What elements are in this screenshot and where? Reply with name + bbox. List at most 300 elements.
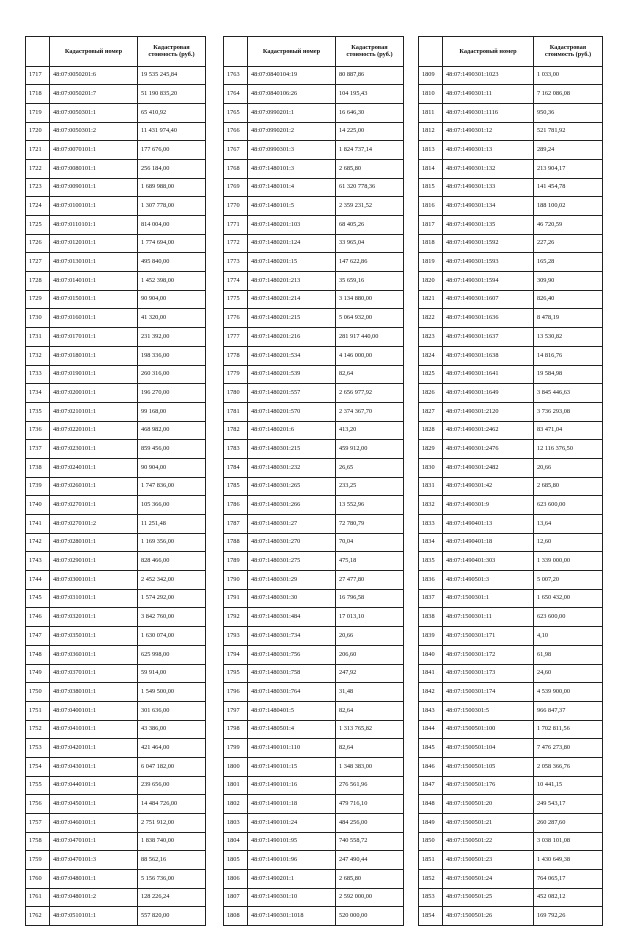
row-number: 1727 xyxy=(26,253,50,272)
table-row xyxy=(224,515,404,534)
table-row xyxy=(26,365,206,384)
row-number: 1754 xyxy=(26,757,50,776)
table-row xyxy=(26,477,206,496)
table-row xyxy=(419,851,603,870)
cadastral-value: 2 359 231,52 xyxy=(336,197,404,216)
table-row xyxy=(224,739,404,758)
table-row xyxy=(419,216,603,235)
table-row xyxy=(419,85,603,104)
cadastral-value: 5 007,20 xyxy=(534,571,603,590)
header-cadastral-number: Кадастровый номер xyxy=(443,37,534,67)
table-row xyxy=(26,589,206,608)
table-row xyxy=(26,159,206,178)
cadastral-value: 950,36 xyxy=(534,103,603,122)
row-number: 1748 xyxy=(26,645,50,664)
cadastral-number: 48:07:1490301:1649 xyxy=(443,384,534,403)
cadastral-number: 48:07:1480201:539 xyxy=(248,365,336,384)
cadastral-value: 1 033,00 xyxy=(534,66,603,85)
cadastral-value: 6 047 182,00 xyxy=(138,757,206,776)
cadastral-number: 48:07:1490101:110 xyxy=(248,739,336,758)
cadastral-number: 48:07:1490301:1636 xyxy=(443,309,534,328)
cadastral-number: 48:07:1500501:23 xyxy=(443,851,534,870)
table-row xyxy=(419,496,603,515)
cadastral-number: 48:07:1490301:13 xyxy=(443,141,534,160)
table-row xyxy=(419,701,603,720)
cadastral-value: 1 774 694,00 xyxy=(138,234,206,253)
cadastral-value: 281 917 440,00 xyxy=(336,328,404,347)
row-number: 1793 xyxy=(224,627,248,646)
table-row xyxy=(26,253,206,272)
cadastral-value: 2 452 342,00 xyxy=(138,571,206,590)
cadastral-value: 20,66 xyxy=(534,458,603,477)
cadastral-number: 48:07:0220101:1 xyxy=(50,421,138,440)
cadastral-number: 48:07:1490301:1594 xyxy=(443,272,534,291)
cadastral-value: 1 313 765,82 xyxy=(336,720,404,739)
cadastral-value: 459 912,00 xyxy=(336,440,404,459)
row-number: 1744 xyxy=(26,571,50,590)
table-row xyxy=(26,851,206,870)
cadastral-number: 48:07:1480301:27 xyxy=(248,515,336,534)
cadastral-number: 48:07:0360101:1 xyxy=(50,645,138,664)
row-number: 1777 xyxy=(224,328,248,347)
cadastral-value: 61,98 xyxy=(534,645,603,664)
cadastral-value: 239 656,00 xyxy=(138,776,206,795)
row-number: 1843 xyxy=(419,701,443,720)
table-row xyxy=(419,664,603,683)
cadastral-value: 233,25 xyxy=(336,477,404,496)
cadastral-number: 48:07:1500501:25 xyxy=(443,888,534,907)
row-number: 1834 xyxy=(419,533,443,552)
row-number: 1854 xyxy=(419,907,443,926)
table-row xyxy=(224,365,404,384)
cadastral-value: 814 004,00 xyxy=(138,216,206,235)
cadastral-value: 104 195,43 xyxy=(336,85,404,104)
cadastral-value: 82,64 xyxy=(336,701,404,720)
table-row xyxy=(419,346,603,365)
cadastral-number: 48:07:0300101:1 xyxy=(50,571,138,590)
cadastral-number: 48:07:0230101:1 xyxy=(50,440,138,459)
register-table-2 xyxy=(223,36,404,926)
cadastral-number: 48:07:0160101:1 xyxy=(50,309,138,328)
cadastral-number: 48:07:0440101:1 xyxy=(50,776,138,795)
cadastral-value: 51 190 835,20 xyxy=(138,85,206,104)
cadastral-number: 48:07:1500501:104 xyxy=(443,739,534,758)
table-row xyxy=(419,888,603,907)
row-number: 1811 xyxy=(419,103,443,122)
table-row xyxy=(224,533,404,552)
table-row xyxy=(419,421,603,440)
cadastral-value: 41 320,00 xyxy=(138,309,206,328)
table-row xyxy=(26,870,206,889)
table-row xyxy=(224,328,404,347)
table-header-row xyxy=(26,37,206,67)
row-number: 1742 xyxy=(26,533,50,552)
row-number: 1795 xyxy=(224,664,248,683)
cadastral-number: 48:07:1500301:174 xyxy=(443,683,534,702)
cadastral-value: 1 549 500,00 xyxy=(138,683,206,702)
cadastral-number: 48:07:0480101:2 xyxy=(50,888,138,907)
table-row xyxy=(26,795,206,814)
cadastral-number: 48:07:1500301:11 xyxy=(443,608,534,627)
cadastral-value: 1 430 649,38 xyxy=(534,851,603,870)
cadastral-number: 48:07:0170101:1 xyxy=(50,328,138,347)
table-row xyxy=(419,814,603,833)
cadastral-value: 59 914,00 xyxy=(138,664,206,683)
table-row xyxy=(224,832,404,851)
row-number: 1808 xyxy=(224,907,248,926)
cadastral-number: 48:07:1480301:232 xyxy=(248,458,336,477)
table-row xyxy=(26,141,206,160)
table-row xyxy=(224,85,404,104)
cadastral-value: 2 685,80 xyxy=(336,870,404,889)
table-row xyxy=(224,458,404,477)
table-row xyxy=(26,533,206,552)
row-number: 1752 xyxy=(26,720,50,739)
cadastral-number: 48:07:1490301:1638 xyxy=(443,346,534,365)
row-number: 1807 xyxy=(224,888,248,907)
cadastral-number: 48:07:0260101:1 xyxy=(50,477,138,496)
cadastral-number: 48:07:0050301:2 xyxy=(50,122,138,141)
table-row xyxy=(419,365,603,384)
row-number: 1847 xyxy=(419,776,443,795)
row-number: 1816 xyxy=(419,197,443,216)
row-number: 1785 xyxy=(224,477,248,496)
table-row xyxy=(26,440,206,459)
cadastral-value: 10 441,15 xyxy=(534,776,603,795)
table-row xyxy=(419,402,603,421)
cadastral-number: 48:07:1490301:132 xyxy=(443,159,534,178)
cadastral-value: 484 256,00 xyxy=(336,814,404,833)
cadastral-number: 48:07:1480201:124 xyxy=(248,234,336,253)
cadastral-value: 5 156 736,00 xyxy=(138,870,206,889)
cadastral-number: 48:07:0070101:1 xyxy=(50,141,138,160)
cadastral-value: 2 656 977,92 xyxy=(336,384,404,403)
cadastral-value: 2 592 000,00 xyxy=(336,888,404,907)
table-row xyxy=(224,66,404,85)
row-number: 1769 xyxy=(224,178,248,197)
table-row xyxy=(224,776,404,795)
cadastral-value: 859 456,00 xyxy=(138,440,206,459)
cadastral-number: 48:07:0380101:1 xyxy=(50,683,138,702)
cadastral-number: 48:07:1480301:266 xyxy=(248,496,336,515)
row-number: 1787 xyxy=(224,515,248,534)
cadastral-number: 48:07:1480201:214 xyxy=(248,290,336,309)
table-row xyxy=(26,384,206,403)
cadastral-value: 20,66 xyxy=(336,627,404,646)
cadastral-value: 623 600,00 xyxy=(534,608,603,627)
row-number: 1718 xyxy=(26,85,50,104)
cadastral-value: 1 169 356,00 xyxy=(138,533,206,552)
table-row xyxy=(419,328,603,347)
table-row xyxy=(224,440,404,459)
row-number: 1815 xyxy=(419,178,443,197)
cadastral-number: 48:07:1490301:1116 xyxy=(443,103,534,122)
cadastral-number: 48:07:1500501:22 xyxy=(443,832,534,851)
cadastral-value: 206,60 xyxy=(336,645,404,664)
row-number: 1728 xyxy=(26,272,50,291)
cadastral-value: 276 561,96 xyxy=(336,776,404,795)
table-row xyxy=(419,870,603,889)
cadastral-number: 48:07:1480101:3 xyxy=(248,159,336,178)
cadastral-number: 48:07:0180101:1 xyxy=(50,346,138,365)
row-number: 1796 xyxy=(224,683,248,702)
cadastral-value: 188 100,02 xyxy=(534,197,603,216)
cadastral-number: 48:07:1480301:30 xyxy=(248,589,336,608)
table-row xyxy=(26,608,206,627)
cadastral-value: 4,10 xyxy=(534,627,603,646)
cadastral-number: 48:07:0270101:1 xyxy=(50,496,138,515)
cadastral-value: 43 386,00 xyxy=(138,720,206,739)
table-row xyxy=(224,122,404,141)
table-row xyxy=(224,421,404,440)
table-row xyxy=(26,290,206,309)
table-row xyxy=(419,122,603,141)
cadastral-value: 1 348 383,00 xyxy=(336,757,404,776)
row-number: 1826 xyxy=(419,384,443,403)
row-number: 1719 xyxy=(26,103,50,122)
cadastral-number: 48:07:0120101:1 xyxy=(50,234,138,253)
cadastral-value: 196 270,00 xyxy=(138,384,206,403)
cadastral-value: 3 736 293,08 xyxy=(534,402,603,421)
row-number: 1736 xyxy=(26,421,50,440)
cadastral-number: 48:07:0210101:1 xyxy=(50,402,138,421)
row-number: 1771 xyxy=(224,216,248,235)
row-number: 1842 xyxy=(419,683,443,702)
table-row xyxy=(26,888,206,907)
cadastral-value: 19 535 245,84 xyxy=(138,66,206,85)
cadastral-number: 48:07:1480301:275 xyxy=(248,552,336,571)
row-number: 1739 xyxy=(26,477,50,496)
table-row xyxy=(26,309,206,328)
cadastral-number: 48:07:0430101:1 xyxy=(50,757,138,776)
cadastral-value: 82,64 xyxy=(336,365,404,384)
cadastral-number: 48:07:1480401:5 xyxy=(248,701,336,720)
header-num xyxy=(419,37,443,67)
table-row xyxy=(224,496,404,515)
cadastral-number: 48:07:1490301:11 xyxy=(443,85,534,104)
table-row xyxy=(419,757,603,776)
cadastral-value: 147 622,86 xyxy=(336,253,404,272)
cadastral-number: 48:07:0290101:1 xyxy=(50,552,138,571)
table-row xyxy=(419,776,603,795)
row-number: 1749 xyxy=(26,664,50,683)
table-row xyxy=(26,122,206,141)
table-row xyxy=(419,795,603,814)
cadastral-number: 48:07:1490301:1641 xyxy=(443,365,534,384)
cadastral-value: 88 562,16 xyxy=(138,851,206,870)
cadastral-value: 966 847,37 xyxy=(534,701,603,720)
cadastral-value: 4 539 900,00 xyxy=(534,683,603,702)
cadastral-value: 495 840,00 xyxy=(138,253,206,272)
cadastral-value: 2 751 912,00 xyxy=(138,814,206,833)
table-row xyxy=(224,290,404,309)
row-number: 1717 xyxy=(26,66,50,85)
row-number: 1792 xyxy=(224,608,248,627)
register-table-3 xyxy=(418,36,603,926)
cadastral-number: 48:07:1490301:133 xyxy=(443,178,534,197)
cadastral-number: 48:07:1490301:1023 xyxy=(443,66,534,85)
row-number: 1832 xyxy=(419,496,443,515)
table-row xyxy=(419,103,603,122)
table-header-row xyxy=(419,37,603,67)
cadastral-number: 48:07:1480101:5 xyxy=(248,197,336,216)
row-number: 1786 xyxy=(224,496,248,515)
table-row xyxy=(224,346,404,365)
table-row xyxy=(419,159,603,178)
cadastral-number: 48:07:1490301:1607 xyxy=(443,290,534,309)
table-row xyxy=(419,197,603,216)
cadastral-number: 48:07:1480201:15 xyxy=(248,253,336,272)
table-row xyxy=(419,309,603,328)
table-row xyxy=(26,571,206,590)
cadastral-number: 48:07:1500501:21 xyxy=(443,814,534,833)
table-row xyxy=(26,85,206,104)
row-number: 1751 xyxy=(26,701,50,720)
cadastral-number: 48:07:0840106:26 xyxy=(248,85,336,104)
table-row xyxy=(419,645,603,664)
row-number: 1850 xyxy=(419,832,443,851)
cadastral-value: 413,20 xyxy=(336,421,404,440)
row-number: 1852 xyxy=(419,870,443,889)
cadastral-number: 48:07:0050201:7 xyxy=(50,85,138,104)
table-row xyxy=(224,402,404,421)
table-row xyxy=(26,421,206,440)
cadastral-number: 48:07:0420101:1 xyxy=(50,739,138,758)
cadastral-value: 231 392,00 xyxy=(138,328,206,347)
row-number: 1820 xyxy=(419,272,443,291)
table-row xyxy=(224,664,404,683)
row-number: 1755 xyxy=(26,776,50,795)
cadastral-number: 48:07:0200101:1 xyxy=(50,384,138,403)
cadastral-value: 128 226,24 xyxy=(138,888,206,907)
row-number: 1830 xyxy=(419,458,443,477)
row-number: 1838 xyxy=(419,608,443,627)
cadastral-number: 48:07:1490401:18 xyxy=(443,533,534,552)
row-number: 1756 xyxy=(26,795,50,814)
table-row xyxy=(224,309,404,328)
row-number: 1745 xyxy=(26,589,50,608)
cadastral-value: 33 965,04 xyxy=(336,234,404,253)
row-number: 1735 xyxy=(26,402,50,421)
cadastral-value: 740 558,72 xyxy=(336,832,404,851)
cadastral-value: 301 636,00 xyxy=(138,701,206,720)
cadastral-number: 48:07:1480301:215 xyxy=(248,440,336,459)
cadastral-number: 48:07:0480101:1 xyxy=(50,870,138,889)
row-number: 1790 xyxy=(224,571,248,590)
cadastral-number: 48:07:0100101:1 xyxy=(50,197,138,216)
table-row xyxy=(26,197,206,216)
cadastral-value: 24,60 xyxy=(534,664,603,683)
cadastral-value: 46 720,59 xyxy=(534,216,603,235)
table-row xyxy=(224,272,404,291)
cadastral-number: 48:07:0240101:1 xyxy=(50,458,138,477)
row-number: 1814 xyxy=(419,159,443,178)
table-row xyxy=(224,683,404,702)
row-number: 1813 xyxy=(419,141,443,160)
cadastral-number: 48:07:1490501:3 xyxy=(443,571,534,590)
cadastral-number: 48:07:0140101:1 xyxy=(50,272,138,291)
table-row xyxy=(224,888,404,907)
table-row xyxy=(224,645,404,664)
cadastral-value: 14 484 726,00 xyxy=(138,795,206,814)
cadastral-number: 48:07:1490301:42 xyxy=(443,477,534,496)
table-row xyxy=(419,458,603,477)
cadastral-value: 557 820,00 xyxy=(138,907,206,926)
table-row xyxy=(26,739,206,758)
table-row xyxy=(224,870,404,889)
table-row xyxy=(224,197,404,216)
table-row xyxy=(224,103,404,122)
cadastral-number: 48:07:0110101:1 xyxy=(50,216,138,235)
cadastral-number: 48:07:1490301:135 xyxy=(443,216,534,235)
cadastral-value: 521 781,92 xyxy=(534,122,603,141)
row-number: 1805 xyxy=(224,851,248,870)
cadastral-number: 48:07:1480201:215 xyxy=(248,309,336,328)
table-row xyxy=(419,533,603,552)
table-row xyxy=(26,683,206,702)
row-number: 1846 xyxy=(419,757,443,776)
cadastral-number: 48:07:0510101:1 xyxy=(50,907,138,926)
cadastral-value: 169 792,26 xyxy=(534,907,603,926)
cadastral-value: 1 452 398,00 xyxy=(138,272,206,291)
cadastral-number: 48:07:1490401:303 xyxy=(443,552,534,571)
cadastral-number: 48:07:1480301:764 xyxy=(248,683,336,702)
cadastral-number: 48:07:1480501:4 xyxy=(248,720,336,739)
cadastral-number: 48:07:1490301:134 xyxy=(443,197,534,216)
row-number: 1806 xyxy=(224,870,248,889)
cadastral-number: 48:07:0090101:1 xyxy=(50,178,138,197)
row-number: 1760 xyxy=(26,870,50,889)
cadastral-number: 48:07:1480201:557 xyxy=(248,384,336,403)
table-row xyxy=(419,832,603,851)
table-row xyxy=(26,515,206,534)
cadastral-number: 48:07:1490301:2462 xyxy=(443,421,534,440)
cadastral-number: 48:07:1500501:26 xyxy=(443,907,534,926)
row-number: 1799 xyxy=(224,739,248,758)
table-row xyxy=(26,645,206,664)
cadastral-value: 4 146 000,00 xyxy=(336,346,404,365)
cadastral-number: 48:07:0470101:1 xyxy=(50,832,138,851)
row-number: 1788 xyxy=(224,533,248,552)
header-cadastral-number: Кадастровый номер xyxy=(248,37,336,67)
table-row xyxy=(419,589,603,608)
cadastral-number: 48:07:1500301:173 xyxy=(443,664,534,683)
table-row xyxy=(224,571,404,590)
cadastral-number: 48:07:0990201:1 xyxy=(248,103,336,122)
row-number: 1774 xyxy=(224,272,248,291)
table-row xyxy=(419,272,603,291)
table-row xyxy=(419,608,603,627)
row-number: 1757 xyxy=(26,814,50,833)
cadastral-value: 1 702 811,56 xyxy=(534,720,603,739)
row-number: 1817 xyxy=(419,216,443,235)
cadastral-number: 48:07:1490301:2120 xyxy=(443,402,534,421)
table-row xyxy=(419,683,603,702)
cadastral-number: 48:07:1490101:15 xyxy=(248,757,336,776)
cadastral-value: 520 000,00 xyxy=(336,907,404,926)
row-number: 1741 xyxy=(26,515,50,534)
cadastral-number: 48:07:0050301:1 xyxy=(50,103,138,122)
cadastral-number: 48:07:1490301:12 xyxy=(443,122,534,141)
row-number: 1829 xyxy=(419,440,443,459)
row-number: 1823 xyxy=(419,328,443,347)
row-number: 1835 xyxy=(419,552,443,571)
table-row xyxy=(26,552,206,571)
table-row xyxy=(419,440,603,459)
row-number: 1730 xyxy=(26,309,50,328)
row-number: 1841 xyxy=(419,664,443,683)
cadastral-number: 48:07:0990201:2 xyxy=(248,122,336,141)
